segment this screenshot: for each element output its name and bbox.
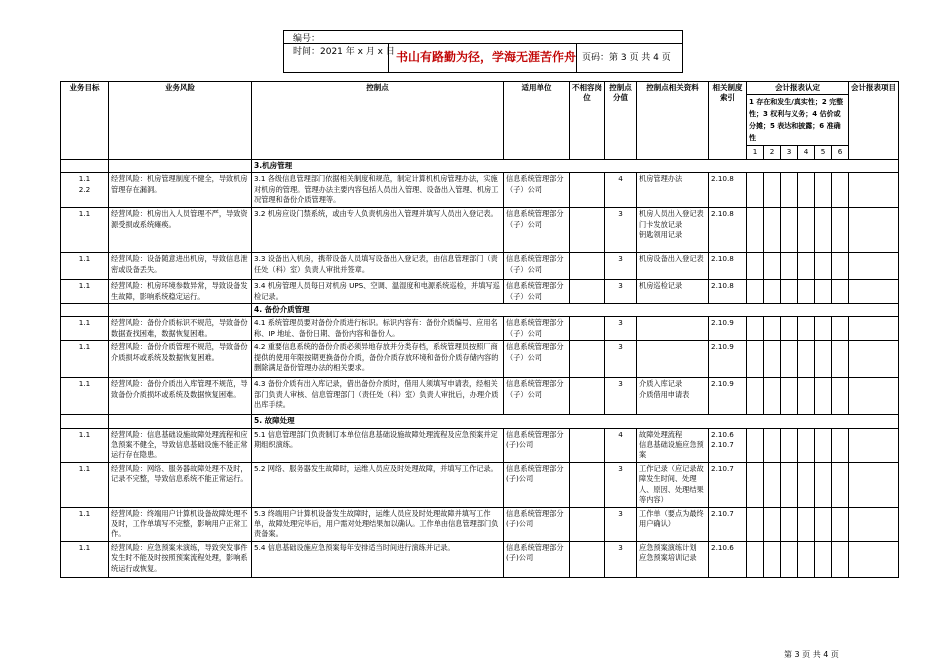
report-item-cell	[849, 208, 899, 253]
row-score: 3	[605, 317, 637, 341]
col-header-unit: 适用单位	[504, 82, 570, 160]
row-goal: 1.1	[61, 507, 109, 541]
row-goal: 1.1	[61, 462, 109, 507]
row-control: 5.3 终端用户计算机设备发生故障时，运维人员应及时处理故障并填写工作单，故障处理完毕后，用户需对处理结果加以确认。工作单由信息管理部门负责备案。	[252, 507, 504, 541]
section-title: 3.机房管理	[252, 159, 899, 172]
header-motto: 书山有路勤为径，学海无涯苦作舟	[396, 50, 577, 64]
row-risk: 经营风险：备份介质出入库管理不规范，导致备份介质损坏或系统及数据恢复困难。	[109, 378, 252, 415]
row-control: 3.4 机房管理人员每日对机房 UPS、空调、温湿度和电源系统巡检，并填写巡检记录。	[252, 280, 504, 304]
report-assertion-cell	[815, 253, 832, 280]
row-control: 4.2 重要信息系统的备份介质必须异地存放并分类存档，系统管理员按照厂商提供的使用年限按期更换备份介质，备份介质存放环境和备份介质存储内容的删除满足备份管理办法的相关要求。	[252, 341, 504, 378]
row-incompatible	[570, 428, 605, 462]
table-row	[61, 208, 899, 253]
report-assertion-cell	[815, 341, 832, 378]
report-assertion-cell	[832, 280, 849, 304]
row-index: 2.10.8	[709, 253, 747, 280]
row-index: 2.10.7	[709, 462, 747, 507]
row-unit: 信息系统管理部分（子）公司	[504, 173, 570, 208]
report-assertion-cell	[815, 507, 832, 541]
row-docs: 机房人员出入登记表 门卡发放记录 钥匙领用记录	[637, 208, 709, 253]
table-row	[61, 280, 899, 304]
report-item-cell	[849, 280, 899, 304]
table-row	[61, 541, 899, 577]
row-score: 4	[605, 173, 637, 208]
section-empty-cell	[109, 159, 252, 172]
report-assertion-number: 2	[764, 146, 781, 159]
report-assertion-number: 6	[832, 146, 849, 159]
report-item-cell	[849, 317, 899, 341]
report-assertion-cell	[815, 541, 832, 577]
report-assertion-cell	[764, 317, 781, 341]
row-score: 3	[605, 253, 637, 280]
control-matrix-table	[60, 81, 899, 578]
report-assertion-cell	[832, 317, 849, 341]
row-incompatible	[570, 462, 605, 507]
row-index: 2.10.8	[709, 173, 747, 208]
row-risk: 经营风险：机房出入人员管理不严，导致资源受损或系统瘫痪。	[109, 208, 252, 253]
row-risk: 经营风险：备份介质标识不规范，导致备份数据查找困难，数据恢复困难。	[109, 317, 252, 341]
report-assertion-cell	[747, 208, 764, 253]
report-assertion-cell	[815, 208, 832, 253]
row-docs: 故障处理流程 信息基础设施应急预案	[637, 428, 709, 462]
report-assertion-cell	[781, 378, 798, 415]
report-assertion-cell	[832, 428, 849, 462]
report-assertion-cell	[798, 280, 815, 304]
section-empty-cell	[61, 159, 109, 172]
report-assertion-number: 1	[747, 146, 764, 159]
row-unit: 信息系统管理部分（子）公司	[504, 280, 570, 304]
table-row	[61, 428, 899, 462]
report-assertion-cell	[815, 428, 832, 462]
row-unit: 信息系统管理部分(子)公司	[504, 541, 570, 577]
col-header-incompatible: 不相容岗位	[570, 82, 605, 160]
report-assertion-cell	[747, 341, 764, 378]
row-unit: 信息系统管理部分(子)公司	[504, 507, 570, 541]
report-assertion-cell	[832, 507, 849, 541]
report-assertion-cell	[747, 317, 764, 341]
row-risk: 经营风险：机房管理制度不健全，导致机房管理存在漏洞。	[109, 173, 252, 208]
col-header-report-items: 会计报表项目	[849, 82, 899, 160]
report-assertion-cell	[747, 541, 764, 577]
section-title: 4. 备份介质管理	[252, 304, 899, 317]
row-control: 5.1 信息管理部门负责制订本单位信息基础设施故障处理流程及应急预案并定期组织演练。	[252, 428, 504, 462]
report-assertion-cell	[815, 462, 832, 507]
report-assertion-cell	[815, 378, 832, 415]
report-assertion-legend: 1 存在和发生/真实性；2 完整性；3 权利与义务；4 估价或分摊；5 表达和披露；6 准确性	[747, 95, 849, 146]
report-assertion-cell	[781, 428, 798, 462]
report-assertion-cell	[798, 541, 815, 577]
row-score: 3	[605, 378, 637, 415]
report-item-cell	[849, 541, 899, 577]
report-assertion-cell	[781, 507, 798, 541]
row-risk: 经营风险：设备随意进出机房，导致信息泄密或设备丢失。	[109, 253, 252, 280]
row-incompatible	[570, 208, 605, 253]
table-row	[61, 317, 899, 341]
report-assertion-cell	[747, 173, 764, 208]
table-row	[61, 253, 899, 280]
report-assertion-cell	[798, 253, 815, 280]
table-row	[61, 507, 899, 541]
row-docs	[637, 341, 709, 378]
header-page-number: 页码：第 3 页 共 4 页	[582, 53, 671, 63]
row-risk: 经营风险：信息基础设施故障处理流程和应急预案不健全，导致信息基础设施不能正常运行存在隐患。	[109, 428, 252, 462]
report-assertion-cell	[764, 253, 781, 280]
report-assertion-cell	[798, 208, 815, 253]
section-title: 5. 故障处理	[252, 415, 899, 428]
row-score: 4	[605, 428, 637, 462]
report-assertion-cell	[798, 462, 815, 507]
row-score: 3	[605, 280, 637, 304]
row-score: 3	[605, 462, 637, 507]
report-assertion-cell	[781, 280, 798, 304]
col-header-risk: 业务风险	[109, 82, 252, 160]
row-incompatible	[570, 173, 605, 208]
report-assertion-number: 5	[815, 146, 832, 159]
row-unit: 信息系统管理部分(子)公司	[504, 428, 570, 462]
footer-page-number: 第 3 页 共 4 页	[784, 650, 839, 659]
row-incompatible	[570, 317, 605, 341]
row-unit: 信息系统管理部分（子）公司	[504, 378, 570, 415]
row-control: 4.1 系统管理员要对备份介质进行标识。标识内容有：备份介质编号、应用名称、IP 地址、备份日期、备份内容和备份人。	[252, 317, 504, 341]
row-docs	[637, 317, 709, 341]
row-control: 3.1 各级信息管理部门依据相关制度和规范，制定计算机机房管理办法，实施对机房的管理。管理办法主要内容包括人员出入管理、设备出入管理、机房工况管理和备份介质管理等。	[252, 173, 504, 208]
row-risk: 经营风险：机房环境参数异常，导致设备发生故障，影响系统稳定运行。	[109, 280, 252, 304]
report-assertion-cell	[764, 541, 781, 577]
row-risk: 经营风险：应急预案未演练，导致突发事件发生时不能及时按照预案流程处理，影响系统运行或恢复。	[109, 541, 252, 577]
row-incompatible	[570, 280, 605, 304]
row-goal: 1.1 2.2	[61, 173, 109, 208]
section-empty-cell	[61, 415, 109, 428]
col-header-score: 控制点分值	[605, 82, 637, 160]
report-assertion-cell	[815, 280, 832, 304]
report-assertion-cell	[832, 378, 849, 415]
row-index: 2.10.9	[709, 378, 747, 415]
report-assertion-cell	[781, 173, 798, 208]
row-goal: 1.1	[61, 541, 109, 577]
row-goal: 1.1	[61, 428, 109, 462]
row-goal: 1.1	[61, 341, 109, 378]
report-assertion-cell	[764, 173, 781, 208]
col-header-control: 控制点	[252, 82, 504, 160]
report-item-cell	[849, 253, 899, 280]
row-goal: 1.1	[61, 208, 109, 253]
report-assertion-cell	[764, 280, 781, 304]
report-assertion-cell	[798, 341, 815, 378]
row-control: 5.4 信息基础设施应急预案每年安排适当时间进行演练并记录。	[252, 541, 504, 577]
row-control: 3.3 设备出入机房，携带设备人员填写设备出入登记表，由信息管理部门（责任处（科）室）负责人审批并签章。	[252, 253, 504, 280]
row-risk: 经营风险：终端用户计算机设备故障处理不及时，工作单填写不完整，影响用户正常工作。	[109, 507, 252, 541]
row-incompatible	[570, 253, 605, 280]
row-score: 3	[605, 341, 637, 378]
report-item-cell	[849, 341, 899, 378]
report-assertion-cell	[832, 341, 849, 378]
row-goal: 1.1	[61, 317, 109, 341]
report-assertion-cell	[798, 507, 815, 541]
row-docs: 介质入库记录 介质借用申请表	[637, 378, 709, 415]
row-score: 3	[605, 541, 637, 577]
report-assertion-cell	[798, 173, 815, 208]
report-assertion-cell	[832, 173, 849, 208]
row-docs: 机房巡检记录	[637, 280, 709, 304]
row-goal: 1.1	[61, 280, 109, 304]
report-assertion-cell	[781, 317, 798, 341]
report-assertion-cell	[781, 541, 798, 577]
report-assertion-cell	[781, 341, 798, 378]
section-empty-cell	[61, 304, 109, 317]
table-row	[61, 341, 899, 378]
report-assertion-cell	[764, 428, 781, 462]
section-empty-cell	[109, 304, 252, 317]
table-row	[61, 173, 899, 208]
row-goal: 1.1	[61, 378, 109, 415]
row-docs: 机房设备出入登记表	[637, 253, 709, 280]
row-risk: 经营风险：备份介质管理不规范，导致备份介质损坏或系统及数据恢复困难。	[109, 341, 252, 378]
row-docs: 工作记录（应记录故障发生时间、处理人、原因、处理结果等内容）	[637, 462, 709, 507]
report-assertion-cell	[747, 253, 764, 280]
table-row	[61, 462, 899, 507]
row-score: 3	[605, 507, 637, 541]
report-assertion-number: 4	[798, 146, 815, 159]
row-control: 3.2 机房应设门禁系统，或由专人负责机房出入管理并填写人员出入登记表。	[252, 208, 504, 253]
row-unit: 信息系统管理部分（子）公司	[504, 341, 570, 378]
report-assertion-cell	[764, 208, 781, 253]
row-unit: 信息系统管理部分（子）公司	[504, 208, 570, 253]
report-item-cell	[849, 507, 899, 541]
row-index: 2.10.8	[709, 280, 747, 304]
report-assertion-cell	[781, 253, 798, 280]
col-header-docs: 控制点相关资料	[637, 82, 709, 160]
row-index: 2.10.8	[709, 208, 747, 253]
report-assertion-cell	[798, 378, 815, 415]
report-assertion-cell	[832, 253, 849, 280]
row-unit: 信息系统管理部分（子）公司	[504, 253, 570, 280]
header-date: 时间：2021 年 x 月 x 日	[293, 47, 395, 57]
table-row	[61, 378, 899, 415]
row-control: 4.3 备份介质有出入库记录，借出备份介质时，借用人须填写申请表，经相关部门负责人审核、信息管理部门（责任处（科）室）负责人审批后，办理介质出库手续。	[252, 378, 504, 415]
row-docs: 机房管理办法	[637, 173, 709, 208]
report-assertion-cell	[764, 341, 781, 378]
report-assertion-cell	[747, 378, 764, 415]
row-docs: 工作单（要点为最终用户确认）	[637, 507, 709, 541]
report-assertion-cell	[832, 541, 849, 577]
report-assertion-cell	[747, 462, 764, 507]
section-empty-cell	[109, 415, 252, 428]
col-header-index: 相关制度索引	[709, 82, 747, 160]
report-assertion-cell	[764, 378, 781, 415]
report-assertion-cell	[798, 317, 815, 341]
row-unit: 信息系统管理部分（子）公司	[504, 317, 570, 341]
report-assertion-cell	[832, 208, 849, 253]
report-assertion-cell	[747, 428, 764, 462]
row-index: 2.10.9	[709, 317, 747, 341]
col-header-goal: 业务目标	[61, 82, 109, 160]
report-item-cell	[849, 173, 899, 208]
row-risk: 经营风险：网络、服务器故障处理不及时，记录不完整，导致信息系统不能正常运行。	[109, 462, 252, 507]
row-incompatible	[570, 541, 605, 577]
row-index: 2.10.6	[709, 541, 747, 577]
row-index: 2.10.7	[709, 507, 747, 541]
report-assertion-cell	[781, 462, 798, 507]
report-assertion-cell	[815, 317, 832, 341]
header-serial-label: 编号：	[293, 34, 321, 44]
row-index: 2.10.6 2.10.7	[709, 428, 747, 462]
col-header-report-assertion: 会计报表认定	[747, 82, 849, 95]
report-item-cell	[849, 428, 899, 462]
row-control: 5.2 网络、服务器发生故障时，运维人员应及时处理故障，并填写工作记录。	[252, 462, 504, 507]
report-assertion-cell	[781, 208, 798, 253]
report-item-cell	[849, 462, 899, 507]
row-incompatible	[570, 378, 605, 415]
header-divider	[576, 43, 577, 72]
row-goal: 1.1	[61, 253, 109, 280]
report-assertion-cell	[747, 280, 764, 304]
row-docs: 应急预案演练计划 应急预案培训记录	[637, 541, 709, 577]
row-incompatible	[570, 341, 605, 378]
report-assertion-cell	[815, 173, 832, 208]
report-assertion-cell	[798, 428, 815, 462]
report-assertion-cell	[832, 462, 849, 507]
row-index: 2.10.9	[709, 341, 747, 378]
row-score: 3	[605, 208, 637, 253]
report-assertion-cell	[764, 507, 781, 541]
report-item-cell	[849, 378, 899, 415]
report-assertion-cell	[747, 507, 764, 541]
report-assertion-cell	[764, 462, 781, 507]
row-unit: 信息系统管理部分(子)公司	[504, 462, 570, 507]
row-incompatible	[570, 507, 605, 541]
report-assertion-number: 3	[781, 146, 798, 159]
